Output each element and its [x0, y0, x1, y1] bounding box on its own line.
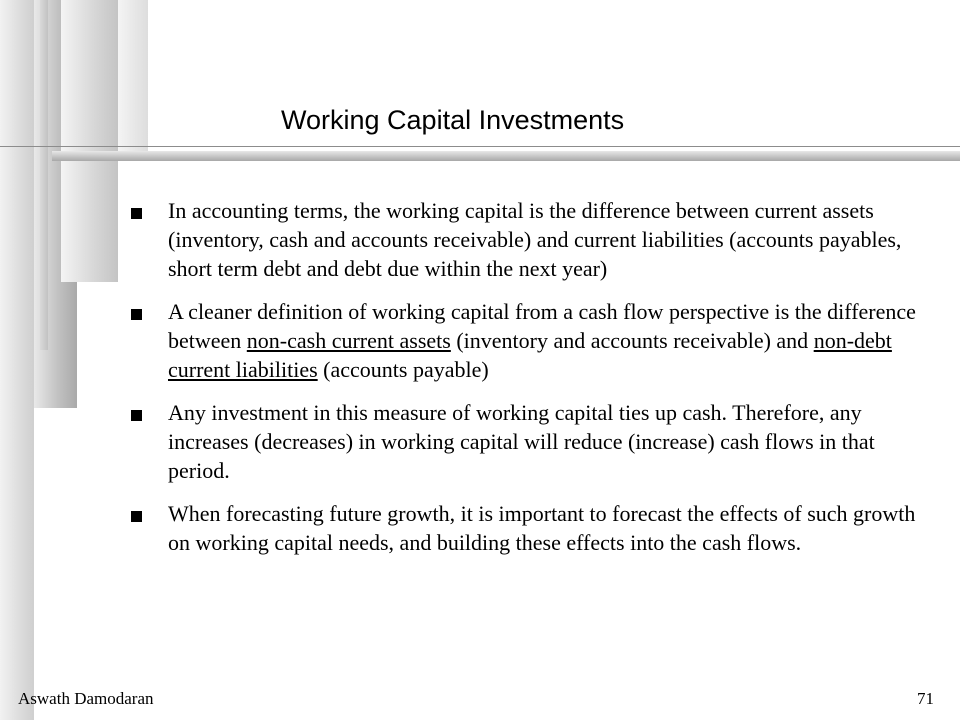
bullet-text-part: (accounts payable)	[317, 357, 489, 382]
slide-title: Working Capital Investments	[281, 105, 625, 135]
bullet-text: In accounting terms, the working capital is the difference between current assets (inventory, cash and accounts receivable) and current liabilities (accounts payables, short term debt and debt due within the next year)	[168, 198, 902, 281]
underlined-term: non-debt current liabilities	[168, 328, 892, 382]
bullet-text: Any investment in this measure of working capital ties up cash. Therefore, any increases (decreases) in working capital will reduce (increase) cash flows in that period.	[168, 400, 875, 483]
square-bullet-icon	[131, 309, 142, 320]
title-underline-bar	[52, 151, 960, 161]
bullet-item	[130, 196, 930, 283]
page-number: 71	[917, 689, 934, 708]
bullet-text: When forecasting future growth, it is important to forecast the effects of such growth on working capital needs, and building these effects into the cash flows.	[168, 501, 916, 555]
decorative-bar	[40, 0, 48, 350]
bullet-item	[130, 499, 930, 557]
decorative-bar	[118, 0, 148, 155]
title-divider	[0, 146, 960, 147]
square-bullet-icon	[131, 410, 142, 421]
bullet-item	[130, 297, 930, 384]
bullet-item	[130, 398, 930, 485]
bullet-text	[168, 297, 930, 384]
bullet-text-part: A cleaner definition of working capital from a cash flow perspective is the difference between	[168, 299, 916, 353]
bullet-text-part: (inventory and accounts receivable) and	[450, 328, 814, 353]
bullet-list	[130, 196, 930, 571]
square-bullet-icon	[131, 511, 142, 522]
square-bullet-icon	[131, 208, 142, 219]
footer-author: Aswath Damodaran	[18, 689, 154, 708]
decorative-bar	[61, 0, 118, 282]
decorative-bar	[0, 0, 34, 720]
underlined-term: non-cash current assets	[246, 328, 451, 353]
